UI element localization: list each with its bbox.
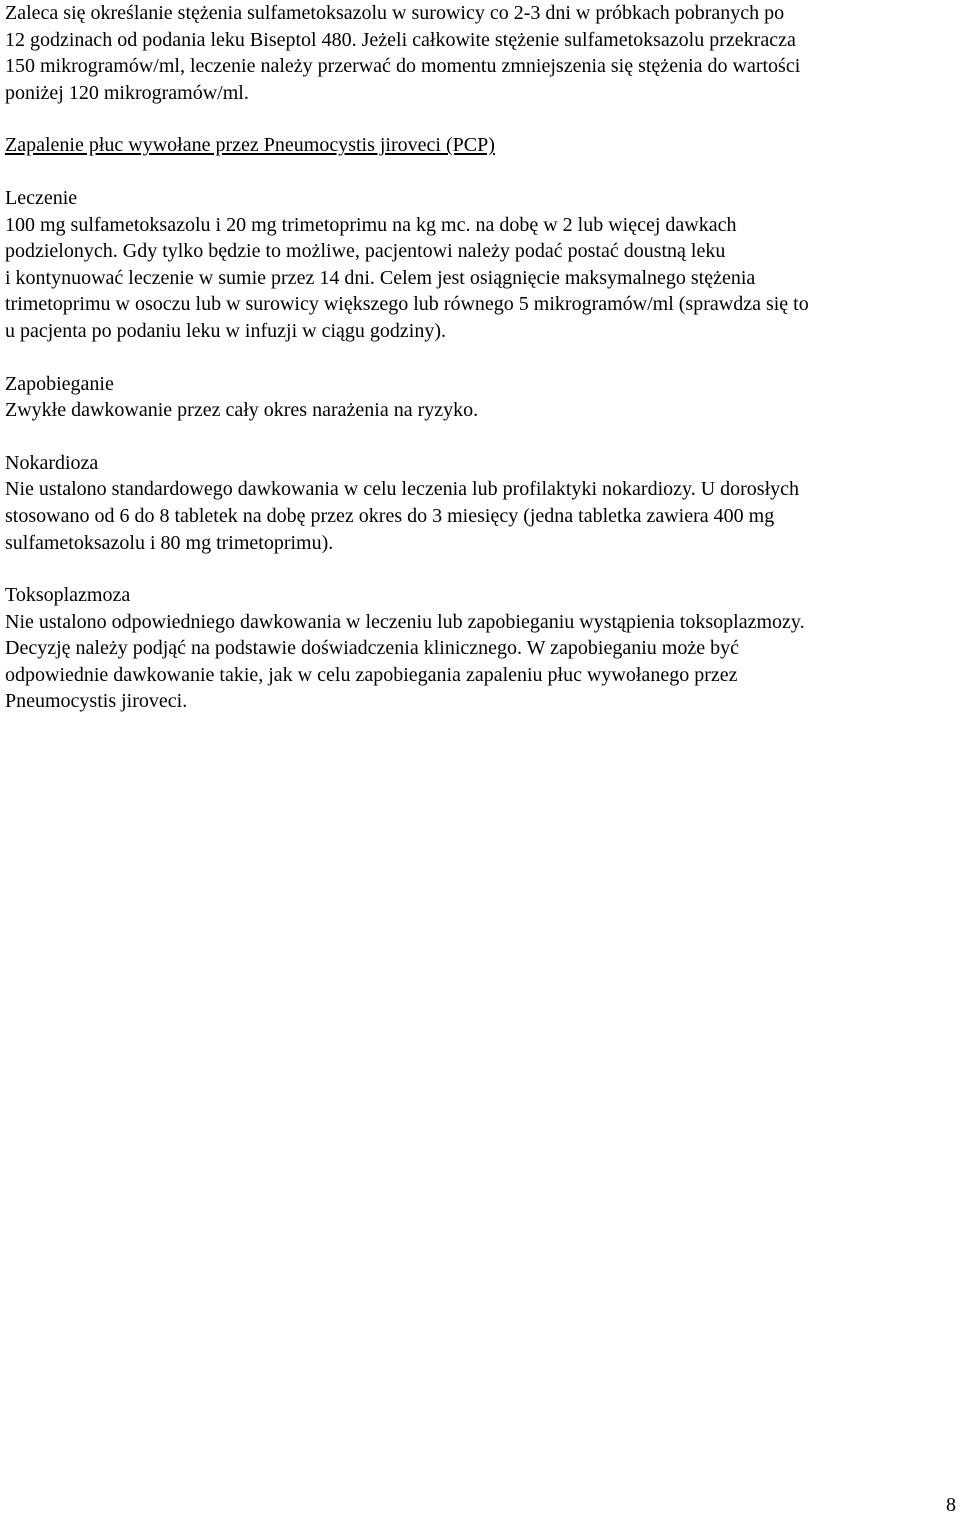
spacer bbox=[5, 106, 950, 132]
pcp-heading: Zapalenie płuc wywołane przez Pneumocystis jiroveci (PCP) bbox=[5, 134, 495, 157]
text-line: odpowiednie dawkowanie takie, jak w celu zapobiegania zapaleniu płuc wywołanego przez bbox=[5, 663, 738, 686]
intro-paragraph bbox=[5, 0, 950, 106]
text-line: stosowano od 6 do 8 tabletek na dobę przez okres do 3 miesięcy (jedna tabletka zawiera 400 mg bbox=[5, 504, 775, 527]
text-line: podzielonych. Gdy tylko będzie to możliwe, pacjentowi należy podać postać doustną leku bbox=[5, 240, 726, 263]
toxoplasmosis-paragraph bbox=[5, 609, 950, 715]
text-line: Pneumocystis jiroveci. bbox=[5, 690, 188, 713]
text-line: Zwykłe dawkowanie przez cały okres narażenia na ryzyko. bbox=[5, 399, 479, 422]
spacer bbox=[5, 159, 950, 185]
spacer bbox=[5, 556, 950, 582]
document-body bbox=[5, 0, 950, 715]
page-number: 8 bbox=[946, 1494, 956, 1516]
nocardiosis-label: Nokardioza bbox=[5, 451, 99, 474]
pcp-prevention-label: Zapobieganie bbox=[5, 372, 114, 395]
text-line: Nie ustalono standardowego dawkowania w celu leczenia lub profilaktyki nokardiozy. U dorosłych bbox=[5, 478, 800, 501]
text-line: i kontynuować leczenie w sumie przez 14 dni. Celem jest osiągnięcie maksymalnego stężenia bbox=[5, 266, 756, 289]
text-line: 100 mg sulfametoksazolu i 20 mg trimetoprimu na kg mc. na dobę w 2 lub więcej dawkach bbox=[5, 213, 737, 236]
text-line: Decyzję należy podjąć na podstawie doświadczenia klinicznego. W zapobieganiu może być bbox=[5, 637, 739, 660]
text-line: trimetoprimu w osoczu lub w surowicy większego lub równego 5 mikrogramów/ml (sprawdza się to bbox=[5, 293, 809, 316]
pcp-treatment-label: Leczenie bbox=[5, 186, 78, 209]
nocardiosis-paragraph bbox=[5, 476, 950, 556]
text-line: Zaleca się określanie stężenia sulfametoksazolu w surowicy co 2-3 dni w próbkach pobranych po bbox=[5, 2, 785, 24]
pcp-prevention-paragraph bbox=[5, 397, 950, 424]
text-line: poniżej 120 mikrogramów/ml. bbox=[5, 81, 249, 104]
spacer bbox=[5, 424, 950, 450]
pcp-treatment-paragraph bbox=[5, 212, 950, 345]
text-line: 12 godzinach od podania leku Biseptol 480. Jeżeli całkowite stężenie sulfametoksazolu przekracza bbox=[5, 28, 796, 51]
text-line: 150 mikrogramów/ml, leczenie należy przerwać do momentu zmniejszenia się stężenia do wartości bbox=[5, 55, 801, 78]
text-line: u pacjenta po podaniu leku w infuzji w ciągu godziny). bbox=[5, 319, 446, 342]
spacer bbox=[5, 345, 950, 371]
text-line: sulfametoksazolu i 80 mg trimetoprimu). bbox=[5, 531, 334, 554]
text-line: Nie ustalono odpowiedniego dawkowania w leczeniu lub zapobieganiu wystąpienia toksoplazmozy. bbox=[5, 610, 805, 633]
toxoplasmosis-label: Toksoplazmoza bbox=[5, 584, 131, 607]
